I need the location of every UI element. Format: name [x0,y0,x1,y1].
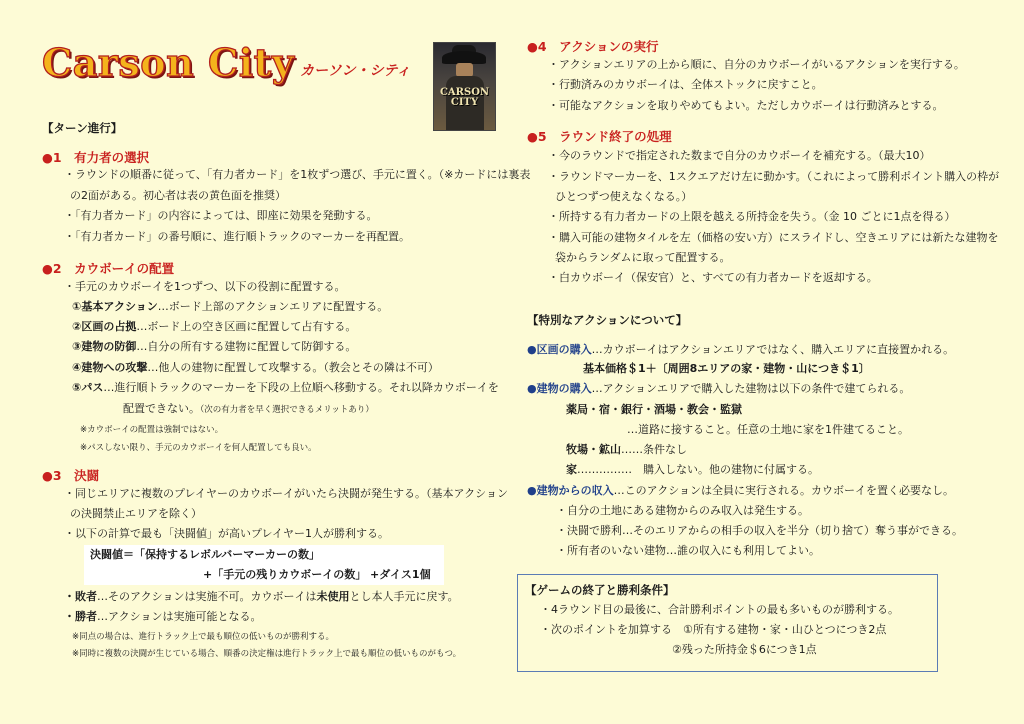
s2-line-1: ・手元のカウボーイを1つずつ、以下の役割に配置する。 [64,280,346,293]
game-subtitle: カーソン・シティ [300,63,411,79]
income-text: …このアクションは全員に実行される。カウボーイを置く必要なし。 [613,484,955,497]
s2-action-1 [72,297,388,317]
s5-line-3: ひとつずつ使えなくなる。） [555,190,693,203]
s2-note-2: ※パスしない限り、手元のカウボーイを何人配置しても良い。 [80,443,317,453]
plot-purchase-text: …カウボーイはアクションエリアではなく、購入エリアに直接置かれる。 [591,343,955,356]
s2-action-2-label: ②区画の占拠 [72,320,137,333]
s3-winner-label: ・勝者 [64,610,97,623]
s3-note-2: ※同時に複数の決闘が生じている場合、順番の決定権は進行トラック上で最も順位の低いものがもつ。 [72,649,462,659]
s2-action-2 [72,317,356,337]
s2-action-2-text: …ボード上の空き区画に配置して占有する。 [136,320,357,333]
s3-line-3: ・以下の計算で最も「決闘値」が高いプレイヤー1人が勝利する。 [64,527,390,540]
income-line-2: ・決闘で勝利…そのエリアからの相手の収入を半分（切り捨て）奪う事ができる。 [556,524,963,537]
s2-action-5-cont [123,399,374,420]
s2-action-1-label: ①基本アクション [72,300,158,313]
s5-line-4: ・所持する有力者カードの上限を越える所持金を失う。（金 10 ごとに1点を得る） [548,210,956,223]
turn-heading: 【ターン進行】 [42,121,123,135]
s4-line-3: ・可能なアクションを取りやめてもよい。ただしカウボーイは行動済みとする。 [548,99,944,112]
s2-action-5-label: ⑤パス [72,381,104,394]
s3-winner-text: …アクションは実施可能となる。 [97,610,262,623]
s5-line-1: ・今のラウンドで指定された数まで自分のカウボーイを補充する。（最大10） [548,149,931,162]
s3-line-1: ・同じエリアに複数のプレイヤーのカウボーイがいたら決闘が発生する。（基本アクション [64,487,508,500]
s3-winner [64,607,261,627]
game-logo: Carson City [42,40,295,85]
building-purchase-label: ●建物の購入 [527,382,592,395]
s1-line-1: ・ラウンドの順番に従って、「有力者カード」を1枚ずつ選び、手元に置く。（※カードには裏表 [64,168,531,181]
income-label: ●建物からの収入 [527,484,614,497]
s2-action-3-label: ③建物の防御 [72,340,137,353]
s3-loser-text-1: …そのアクションは実施不可。カウボーイは [97,590,317,603]
special-plot-purchase [527,340,954,360]
endgame-line-2: ・次のポイントを加算する ①所有する建物・家・山ひとつにつき2点 [540,623,887,636]
duel-formula-line-1: 決闘値＝「保持するレボルバーマーカーの数」 [90,548,321,561]
s4-line-1: ・アクションエリアの上から順に、自分のカウボーイがいるアクションを実行する。 [548,58,965,71]
s2-action-3-text: …自分の所有する建物に配置して防御する。 [136,340,357,353]
s3-line-2: の決闘禁止エリアを除く） [70,507,202,520]
section-4-title: ●4 アクションの実行 [527,39,659,54]
s2-action-5-cont-text: 配置できない。 [123,402,200,415]
endgame-heading: 【ゲームの終了と勝利条件】 [525,583,675,597]
s3-loser-text-2: とし本人手元に戻す。 [349,590,459,603]
s5-line-7: ・白カウボーイ（保安官）と、すべての有力者カードを返却する。 [548,271,878,284]
house-label: 家 [566,463,577,476]
cover-title-top: CARSON [439,87,490,98]
s2-action-5-note: （次の有力者を早く選択できるメリットあり） [200,405,374,415]
s1-line-4: ・「有力者カード」の番号順に、進行順トラックのマーカーを再配置。 [64,230,411,243]
cowboy-face [456,63,473,77]
box-cover-image [433,42,496,131]
s2-action-1-text: …ボード上部のアクションエリアに配置する。 [157,300,389,313]
s5-line-6: 袋からランダムに取って配置する。 [555,251,731,264]
s2-action-5 [72,378,499,398]
s5-line-2: ・ラウンドマーカーを、1スクエアだけ左に動かす。（これによって勝利ポイント購入の枠が [548,170,1000,183]
special-heading: 【特別なアクションについて】 [527,313,688,327]
special-building-purchase [527,379,910,399]
ranch-mine-label: 牧場・鉱山 [566,443,621,456]
s2-action-5-text: …進行順トラックのマーカーを下段の上位順へ移動する。それ以降カウボーイを [103,381,499,394]
building-purchase-text: …アクションエリアで購入した建物は以下の条件で建てられる。 [591,382,911,395]
s1-line-2: の2面がある。初心者は表の黄色面を推奨） [70,189,286,202]
duel-formula-line-2: +「手元の残りカウボーイの数」 +ダイス1個 [203,568,431,581]
section-5-title: ●5 ラウンド終了の処理 [527,129,672,144]
building-road-condition: …道路に接すること。任意の土地に家を1件建てること。 [627,423,909,436]
s5-line-5: ・購入可能の建物タイルを左（価格の安い方）にスライドし、空きエリアには新たな建物を [548,231,999,244]
plot-purchase-label: ●区画の購入 [527,343,592,356]
s2-action-4 [72,358,439,378]
building-list: 薬局・宿・銀行・酒場・教会・監獄 [566,403,742,416]
section-1-title: ●1 有力者の選択 [42,150,150,165]
income-line-3: ・所有者のいない建物…誰の収入にも利用してよい。 [556,544,820,557]
plot-purchase-price: 基本価格＄1＋〔周囲8エリアの家・建物・山につき＄1〕 [583,362,870,375]
house-text: …………… 購入しない。他の建物に付属する。 [577,463,819,476]
s2-action-4-label: ④建物への攻撃 [72,361,148,374]
cover-title [436,88,493,108]
endgame-line-3: ②残った所持金＄6につき1点 [672,643,817,656]
building-ranch-mine [566,440,687,460]
s3-note-1: ※同点の場合は、進行トラック上で最も順位の低いものが勝利する。 [72,632,334,642]
building-house [566,460,819,480]
s2-action-4-text: …他人の建物に配置して攻撃する。（教会とその隣は不可） [147,361,439,374]
s2-action-3 [72,337,356,357]
endgame-line-1: ・4ラウンド目の最後に、合計勝利ポイントの最も多いものが勝利する。 [540,603,899,616]
s2-note-1: ※カウボーイの配置は強制ではない。 [80,425,224,435]
special-income [527,481,954,501]
s1-line-3: ・「有力者カード」の内容によっては、即座に効果を発動する。 [64,209,378,222]
s3-loser [64,587,459,607]
s3-loser-unused: 未使用 [316,590,350,603]
income-line-1: ・自分の土地にある建物からのみ収入は発生する。 [556,504,809,517]
s4-line-2: ・行動済みのカウボーイは、全体ストックに戻すこと。 [548,78,823,91]
section-2-title: ●2 カウボーイの配置 [42,261,175,276]
ranch-mine-text: ……条件なし [621,443,687,456]
cover-title-bottom: CITY [450,97,479,108]
s3-loser-label: ・敗者 [64,590,97,603]
section-3-title: ●3 決闘 [42,468,100,483]
